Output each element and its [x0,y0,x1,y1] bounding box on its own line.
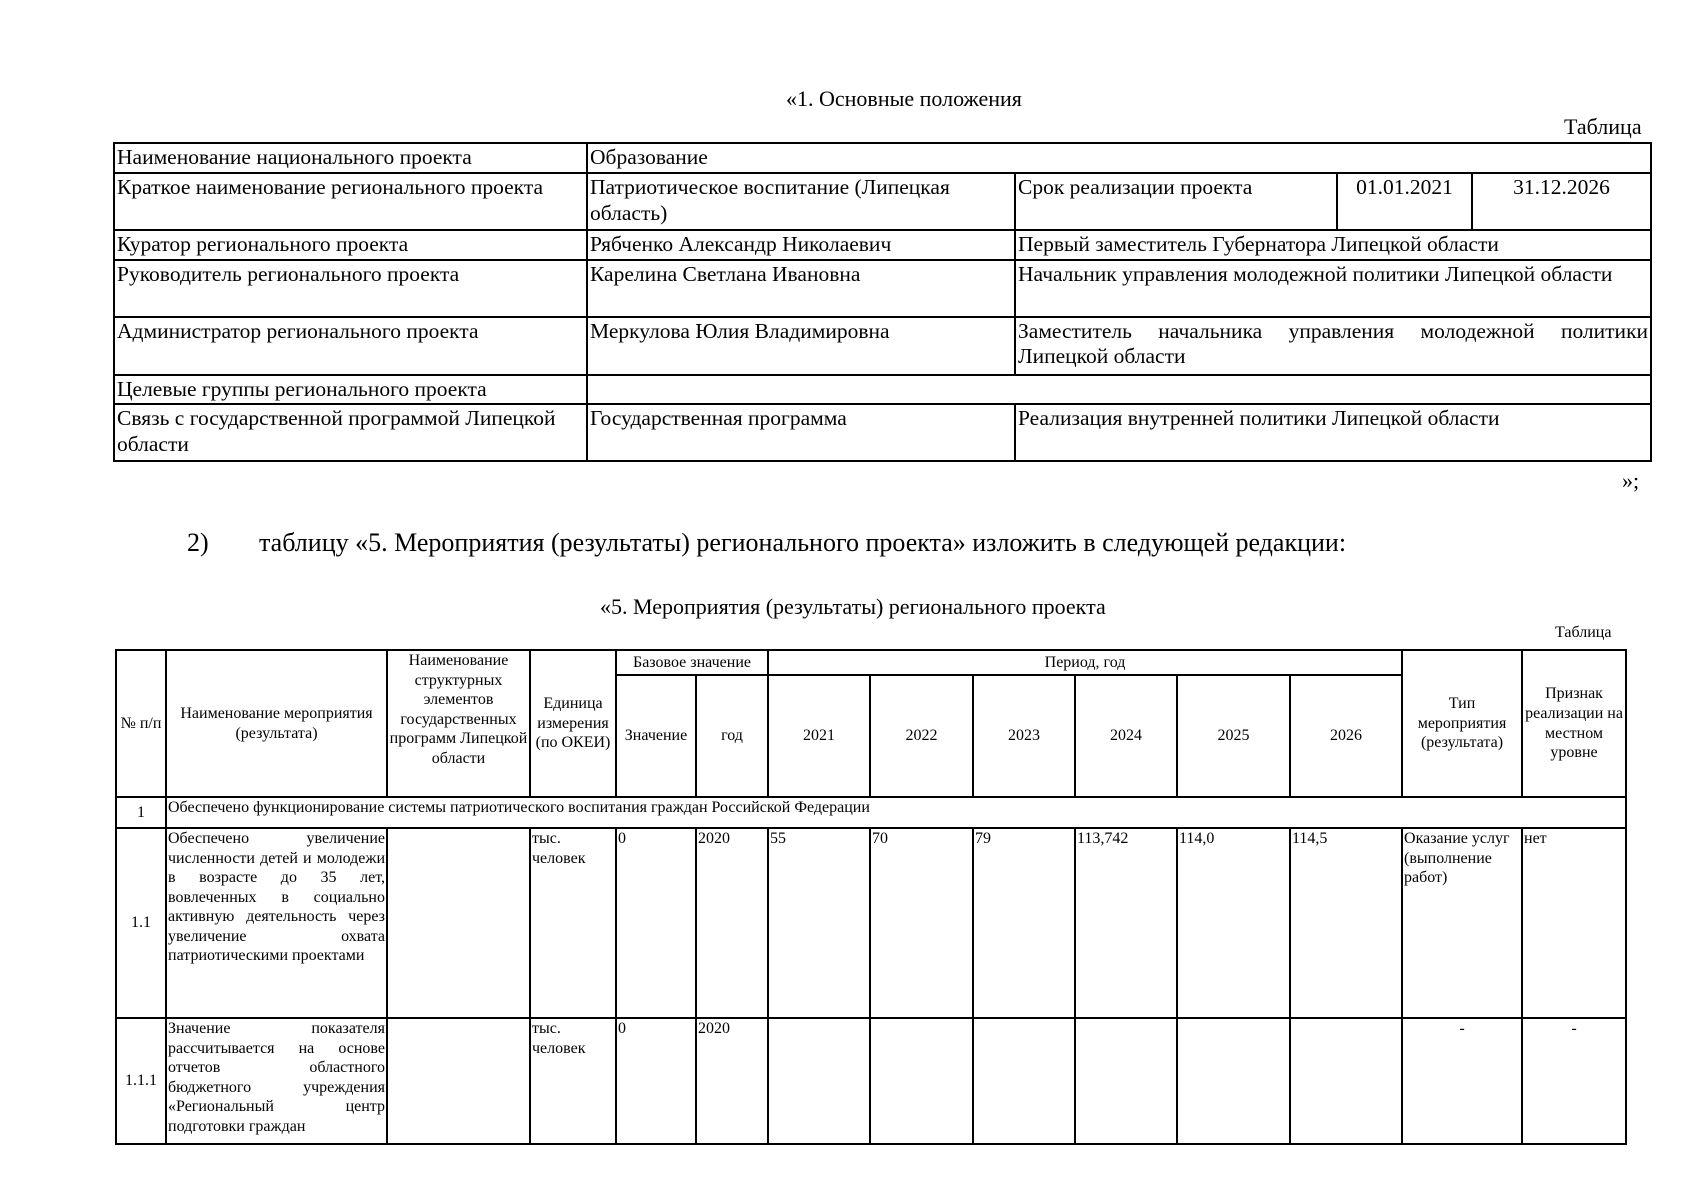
program-link-label: Связь с государственной программой Липецкой области [114,404,587,461]
table-row [116,1018,1626,1144]
curator-name: Рябченко Александр Николаевич [587,230,1015,260]
row-base-value: 0 [616,1018,696,1144]
group-num: 1 [116,797,166,828]
row-value-2025: 114,0 [1177,828,1290,1018]
row-base-year: 2020 [696,1018,768,1144]
section5-table-label: Таблица [1555,624,1612,641]
header-type: Тип мероприятия (результата) [1402,650,1522,797]
administrator-name: Меркулова Юлия Владимировна [587,317,1015,375]
section1-heading: «1. Основные положения [786,86,1022,111]
row-value-2023 [973,1018,1075,1144]
instruction-text: таблицу «5. Мероприятия (результаты) регионального проекта» изложить в следующей редакции: [259,528,1347,557]
header-year: 2024 [1075,675,1177,797]
header-year: 2021 [768,675,870,797]
header-period: Период, год [768,650,1402,675]
row-type: Оказание услуг (выполнение работ) [1402,828,1522,1018]
target-groups-value [587,375,1651,405]
row-value-2024: 113,742 [1075,828,1177,1018]
row-value-2023: 79 [973,828,1075,1018]
header-elements: Наименование структурных элементов государственных программ Липецкой области [387,650,530,797]
row-value-2024 [1075,1018,1177,1144]
table-row [114,173,1651,230]
row-value-2025 [1177,1018,1290,1144]
section1-table-label: Таблица [1564,114,1642,139]
row-value-2026: 114,5 [1290,828,1402,1018]
measures-table [115,649,1627,1145]
national-project-value: Образование [587,143,1651,173]
term-start: 01.01.2021 [1337,173,1472,230]
row-num: 1.1 [116,828,166,1018]
target-groups-label: Целевые группы регионального проекта [114,375,587,405]
row-value-2021 [768,1018,870,1144]
section1-closing: »; [1622,468,1640,493]
program-link-type: Государственная программа [587,404,1015,461]
header-base-year: год [696,675,768,797]
main-provisions-table [113,142,1652,462]
table-row [114,375,1651,405]
header-year: 2022 [870,675,973,797]
row-value-2026 [1290,1018,1402,1144]
head-name: Карелина Светлана Ивановна [587,260,1015,317]
row-value-2022 [870,1018,973,1144]
header-base: Базовое значение [616,650,768,675]
short-name-label: Краткое наименование регионального проекта [114,173,587,230]
term-label: Срок реализации проекта [1015,173,1337,230]
group-row [116,797,1626,828]
group-text: Обеспечено функционирование системы патриотического воспитания граждан Российской Федерации [166,797,1626,828]
header-num: № п/п [116,650,166,797]
row-local: - [1522,1018,1626,1144]
row-name: Обеспечено увеличение численности детей и молодежи в возрасте до 35 лет, вовлеченных в социально активную деятельность через увеличение охвата патриотическими проектами [166,828,387,1018]
short-name-value: Патриотическое воспитание (Липецкая область) [587,173,1015,230]
row-name: Значение показателя рассчитывается на основе отчетов областного бюджетного учреждения «Региональный центр подготовки граждан [166,1018,387,1144]
header-year: 2026 [1290,675,1402,797]
administrator-label: Администратор регионального проекта [114,317,587,375]
row-unit: тыс. человек [530,828,616,1018]
row-elements [387,828,530,1018]
row-value-2022: 70 [870,828,973,1018]
table-row [114,260,1651,317]
row-num: 1.1.1 [116,1018,166,1144]
header-name: Наименование мероприятия (результата) [166,650,387,797]
header-unit: Единица измерения (по ОКЕИ) [530,650,616,797]
head-position: Начальник управления молодежной политики Липецкой области [1015,260,1651,317]
national-project-label: Наименование национального проекта [114,143,587,173]
curator-position: Первый заместитель Губернатора Липецкой области [1015,230,1651,260]
header-row [116,650,1626,675]
table-row [114,404,1651,461]
header-year: 2025 [1177,675,1290,797]
instruction-number: 2) [187,528,209,557]
row-base-year: 2020 [696,828,768,1018]
row-type: - [1402,1018,1522,1144]
head-label: Руководитель регионального проекта [114,260,587,317]
table-row [114,143,1651,173]
row-elements [387,1018,530,1144]
row-value-2021: 55 [768,828,870,1018]
table-row [114,317,1651,375]
row-local: нет [1522,828,1626,1018]
header-local: Признак реализации на местном уровне [1522,650,1626,797]
section5-heading: «5. Мероприятия (результаты) регионального проекта [600,594,1106,619]
administrator-position: Заместитель начальника управления молодежной политики Липецкой области [1015,317,1651,375]
table-row [114,230,1651,260]
row-base-value: 0 [616,828,696,1018]
table-row [116,828,1626,1018]
header-base-value: Значение [616,675,696,797]
program-link-value: Реализация внутренней политики Липецкой области [1015,404,1651,461]
row-unit: тыс. человек [530,1018,616,1144]
curator-label: Куратор регионального проекта [114,230,587,260]
term-end: 31.12.2026 [1472,173,1651,230]
header-year: 2023 [973,675,1075,797]
